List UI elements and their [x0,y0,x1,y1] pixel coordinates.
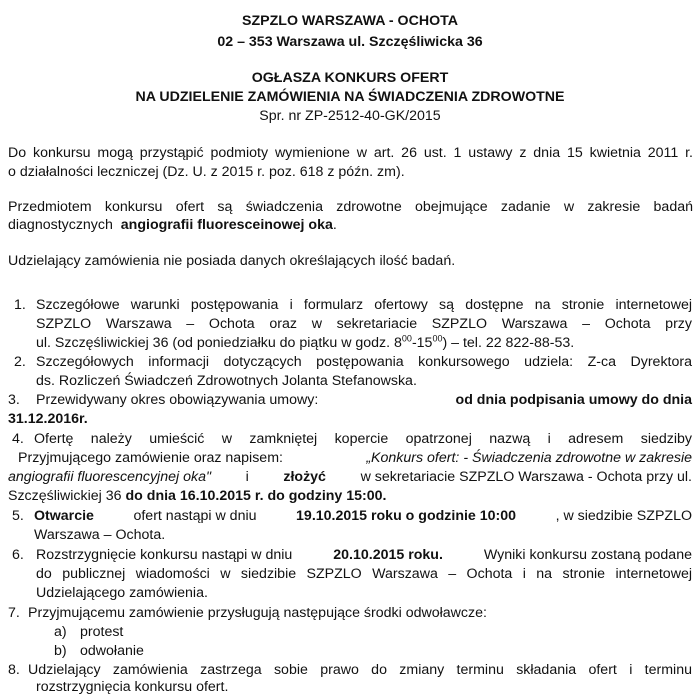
item-1-hours-end: -15 [411,335,433,351]
item-1-hours-sup-2: 00 [432,333,443,344]
item-5-line-1 [34,507,692,526]
item-4-line-1: Ofertę należy umieścić w zamkniętej kopercie opatrzonej nazwą i adresem siedziby [34,431,692,447]
item-4-line-2 [18,449,692,468]
intro-p2-line2 [8,216,693,235]
item-7-option-b-label: b) [54,643,67,659]
item-2-line-1: Szczegółowych informacji dotyczących postępowania konkursowego udziela: Z-ca Dyrektora [36,354,692,370]
item-4-deadline: do dnia 16.10.2015 r. do godziny 15:00. [125,488,387,504]
item-8-number: 8. [8,662,20,678]
item-7-option-b: odwołanie [80,643,144,659]
item-6-results: Wyniki konkursu zostaną podane [483,547,692,563]
header-address: 02 – 353 Warszawa ul. Szczęśliwicka 36 [217,34,483,50]
item-2-line-2: ds. Rozliczeń Świadczeń Zdrowotnych Jolanta Stefanowska. [36,373,417,389]
intro-p2-line1: Przedmiotem konkursu ofert są świadczenia zdrowotne obejmujące zadanie w zakresie badań [8,199,693,215]
item-1-line-2: SZPZLO Warszawa – Ochota oraz w sekretariacie SZPZLO Warszawa – Ochota przy [36,316,692,332]
item-7-line-1: Przyjmującemu zamówienie przysługują następujące środki odwoławcze: [28,605,487,621]
item-4-line-4 [8,487,387,506]
item-6-line-1 [36,546,692,565]
header-org: SZPZLO WARSZAWA - OCHOTA [242,13,458,29]
item-1-number: 1. [14,297,26,313]
item-1-hours-sup-1: 00 [401,333,412,344]
item-1-line-3 [36,334,574,353]
item-4-street: Szczęśliwickiej 36 [8,488,122,504]
item-7-number: 7. [8,605,20,621]
item-3-line-2: 31.12.2016r. [8,411,88,427]
intro-p2-dot: . [332,217,337,233]
item-6-date: 20.10.2015 roku. [333,547,443,563]
item-4-submit: złożyć [283,469,326,485]
intro-p2-subject: angiografii fluoresceinowej oka [120,217,333,233]
item-5-line-2: Warszawa – Ochota. [34,527,166,543]
item-6-number: 6. [12,547,24,563]
intro-p3: Udzielający zamówienia nie posiada danych określających ilość badań. [8,253,456,269]
item-5-place: , w siedzibie SZPZLO [555,508,692,524]
intro-p1-line2: o działalności leczniczej (Dz. U. z 2015 r. poz. 618 z późn. zm). [8,164,405,180]
item-8-line-2: rozstrzygnięcia konkursu ofert. [36,679,229,695]
item-5-opening: Otwarcie [34,508,94,524]
item-4-title-start: „Konkurs ofert: - Świadczenia zdrowotne w zakresie [366,450,692,466]
item-6-line-3: Udzielającego zamówienia. [36,585,208,601]
item-6-line-2: do publicznej wiadomości w siedzibie SZPZLO Warszawa – Ochota i na stronie internetowej [36,566,692,582]
intro-p1-line1: Do konkursu mogą przystąpić podmioty wymienione w art. 26 ust. 1 ustawy z dnia 15 kwietnia 2011 r. [8,145,693,161]
item-1-line-1: Szczegółowe warunki postępowania i formularz ofertowy są dostępne na stronie internetowej [36,297,692,313]
item-4-and: i [245,469,249,485]
item-5-text: ofert nastąpi w dniu [133,508,257,524]
header-announce-2: NA UDZIELENIE ZAMÓWIENIA NA ŚWIADCZENIA ZDROWOTNE [135,89,565,105]
item-8-line-1: Udzielający zamówienia zastrzega sobie prawo do zmiany terminu składania ofert i terminu [28,662,692,678]
header-ref: Spr. nr ZP-2512-40-GK/2015 [259,108,441,124]
item-1-hours-text: ul. Szczęśliwickiej 36 (od poniedziałku do piątku w godz. 8 [36,335,402,351]
item-5-datetime: 19.10.2015 roku o godzinie 10:00 [296,508,517,524]
item-1-phone: ) – tel. 22 822-88-53. [442,335,575,351]
item-3-label: Przewidywany okres obowiązywania umowy: [36,392,319,408]
item-3-number: 3. [8,392,20,408]
header-announce-1: OGŁASZA KONKURS OFERT [251,70,449,86]
item-4-line-3 [8,468,692,487]
item-4-place: w sekretariacie SZPZLO Warszawa - Ochota przy ul. [360,469,692,485]
item-7-option-a: protest [80,624,124,640]
item-3-line-1 [36,391,692,410]
item-4-number: 4. [12,431,24,447]
item-5-number: 5. [12,508,24,524]
item-3-period: od dnia podpisania umowy do dnia [455,392,692,408]
item-6-text: Rozstrzygnięcie konkursu nastąpi w dniu [36,547,293,563]
item-4-label: Przyjmującego zamówienie oraz napisem: [18,450,283,466]
item-4-title-end: angiografii fluorescencyjnej oka" [8,469,211,485]
item-7-option-a-label: a) [54,624,67,640]
intro-p2-text: diagnostycznych [8,217,113,233]
item-2-number: 2. [14,354,26,370]
